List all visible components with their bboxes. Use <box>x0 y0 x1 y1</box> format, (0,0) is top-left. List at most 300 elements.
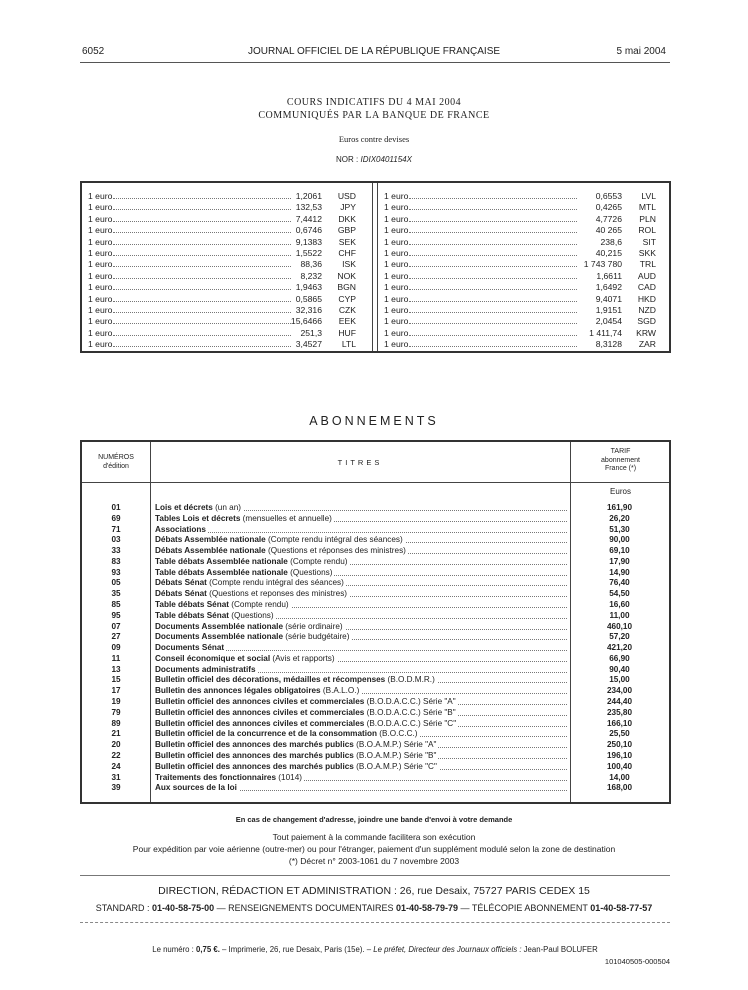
edition-number: 20 <box>111 740 121 750</box>
subscription-title <box>155 740 438 751</box>
rate-label: 1 euro <box>384 225 409 236</box>
rate-row <box>384 294 666 305</box>
rate-label: 1 euro <box>88 236 113 247</box>
rate-value: 1,9151 <box>595 304 622 315</box>
leader-dots <box>409 232 577 233</box>
rate-value: 1 743 780 <box>583 259 622 270</box>
leader-dots <box>409 221 577 222</box>
title-rest: (B.O.A.M.P.) Série "A" <box>353 740 437 750</box>
edition-number: 69 <box>111 513 121 523</box>
currency-code: SKK <box>638 247 656 258</box>
leader-dots <box>113 335 291 336</box>
rate-row <box>88 214 366 225</box>
subscription-row <box>82 535 669 546</box>
note-change-address: En cas de changement d'adresse, joindre une bande d'envoi à votre demande <box>235 815 513 824</box>
rates-subtitle: Euros contre devises <box>338 134 410 144</box>
leader-dots <box>409 278 577 279</box>
subscription-title <box>155 557 350 568</box>
subscription-price: 244,40 <box>606 697 633 707</box>
unit-label: Euros <box>610 487 631 496</box>
telecopie-number: 01-40-58-77-57 <box>590 903 653 913</box>
rate-label: 1 euro <box>88 304 113 315</box>
title-bold: Bulletin officiel des annonces civiles et commerciales <box>155 707 365 717</box>
subscription-title <box>155 514 334 525</box>
rate-value: 4,7726 <box>595 213 622 224</box>
edition-number: 05 <box>111 578 121 588</box>
title-bold: Bulletin officiel de la concurrence et de la consommation <box>155 729 378 739</box>
title-bold: Débats Sénat <box>155 578 207 588</box>
title-bold: Débats Assemblée nationale <box>155 535 266 545</box>
edition-number: 03 <box>111 535 121 545</box>
rates-title-2: COMMUNIQUÉS PAR LA BANQUE DE FRANCE <box>258 110 490 121</box>
title-bold: Bulletin officiel des annonces des marchés publics <box>155 761 354 771</box>
rate-label: 1 euro <box>88 225 113 236</box>
edition-number: 85 <box>111 600 121 610</box>
currency-code: DKK <box>338 213 356 224</box>
note-decree: (*) Décret n° 2003-1061 du 7 novembre 2003 <box>288 856 460 866</box>
subscription-title <box>155 578 346 589</box>
rate-row <box>384 305 666 316</box>
edition-number: 31 <box>111 772 121 782</box>
subscription-row <box>82 783 669 794</box>
rate-label: 1 euro <box>384 259 409 270</box>
subscription-price: 57,20 <box>609 632 630 642</box>
rate-label: 1 euro <box>384 213 409 224</box>
currency-code: SIT <box>642 236 656 247</box>
title-rest: (B.O.D.A.C.C.) Série "B" <box>364 707 456 717</box>
title-rest: (Compte rendu) <box>229 600 289 610</box>
rate-value: 251,3 <box>300 327 322 338</box>
subscription-price: 69,10 <box>609 546 630 556</box>
currency-code: ZAR <box>638 339 656 350</box>
currency-code: PLN <box>639 213 656 224</box>
subscription-price: 421,20 <box>606 643 633 653</box>
rate-row <box>384 271 666 282</box>
leader-dots <box>155 532 567 533</box>
col-edition-label: d'édition <box>103 463 129 470</box>
contact-line <box>0 903 748 913</box>
subscription-price: 17,90 <box>609 556 630 566</box>
col-numeros-label: NUMÉROS <box>98 454 134 461</box>
currency-code: HKD <box>637 293 656 304</box>
title-bold: Bulletin officiel des annonces civiles et commerciales <box>155 697 365 707</box>
leader-dots <box>113 221 291 222</box>
numero-label: Le numéro : <box>152 945 194 954</box>
rates-left-column <box>88 191 366 350</box>
standard-label: STANDARD : <box>95 903 150 913</box>
subscription-row <box>82 632 669 643</box>
subscription-row <box>82 622 669 633</box>
subscription-price: 16,60 <box>609 600 630 610</box>
leader-dots <box>113 198 291 199</box>
rate-row <box>384 214 666 225</box>
currency-code: AUD <box>637 270 656 281</box>
leader-dots <box>113 289 291 290</box>
rate-value: 1,5522 <box>295 247 322 258</box>
rate-row <box>384 225 666 236</box>
subscription-row <box>82 514 669 525</box>
rate-value: 40,215 <box>595 247 622 258</box>
leader-dots <box>113 323 291 324</box>
title-bold: Bulletin des annonces légales obligatoires <box>155 686 321 696</box>
rate-row <box>88 316 366 327</box>
rate-label: 1 euro <box>384 316 409 327</box>
subscription-title <box>155 762 439 773</box>
renseignements-number: 01-40-58-79-79 <box>395 903 459 913</box>
edition-number: 07 <box>111 621 121 631</box>
rate-row <box>88 202 366 213</box>
rate-value: 0,6553 <box>595 191 622 201</box>
col-header-tarif <box>570 448 671 474</box>
subscription-row <box>82 611 669 622</box>
notes-rule <box>80 875 670 876</box>
subscription-row <box>82 568 669 579</box>
subscription-title <box>155 611 276 622</box>
edition-number: 27 <box>111 632 121 642</box>
journal-title: JOURNAL OFFICIEL DE LA RÉPUBLIQUE FRANÇAISE <box>247 46 501 57</box>
rate-value: 0,4265 <box>595 202 622 213</box>
currency-code: JPY <box>340 202 356 213</box>
title-rest: (1014) <box>276 772 302 782</box>
title-bold: Bulletin officiel des annonces des marchés publics <box>155 750 354 760</box>
rate-row <box>88 305 366 316</box>
title-bold: Débats Sénat <box>155 589 207 599</box>
rate-row <box>88 225 366 236</box>
director-name: Jean-Paul BOLUFER <box>523 945 598 954</box>
rate-value: 8,3128 <box>595 339 622 350</box>
rate-label: 1 euro <box>88 339 113 350</box>
subscription-row <box>82 643 669 654</box>
subscription-title <box>155 729 420 740</box>
rate-row <box>88 237 366 248</box>
rate-value: 0,5865 <box>295 293 322 304</box>
subscription-title <box>155 568 334 579</box>
tarif-label-3: France (*) <box>604 465 637 472</box>
rate-label: 1 euro <box>88 202 113 213</box>
rate-label: 1 euro <box>88 259 113 270</box>
col-header-numeros <box>82 453 150 471</box>
currency-code: USD <box>337 191 356 201</box>
subscription-price: 196,10 <box>606 750 633 760</box>
note-payment: Tout paiement à la commande facilitera son exécution <box>272 832 476 842</box>
header-line <box>82 482 669 483</box>
footer-code: 101040505-000504 <box>604 957 670 966</box>
subscription-price: 168,00 <box>606 783 633 793</box>
subscription-row <box>82 773 669 784</box>
rate-row <box>384 202 666 213</box>
tarif-label-2: abonnement <box>601 456 640 464</box>
subscription-price: 25,50 <box>609 729 630 739</box>
col-header-titres: TITRES <box>337 458 383 467</box>
title-rest: (un an) <box>212 503 242 512</box>
currency-code: CZK <box>338 304 356 315</box>
subscription-row <box>82 589 669 600</box>
rate-label: 1 euro <box>384 191 409 201</box>
rate-label: 1 euro <box>384 282 409 293</box>
rate-value: 88,36 <box>300 259 322 270</box>
subscription-row <box>82 557 669 568</box>
subscription-title <box>155 665 258 676</box>
rates-right-column <box>384 191 666 350</box>
rate-value: 15,6466 <box>290 316 322 327</box>
subscription-title <box>155 675 437 686</box>
currency-code: CYP <box>338 293 356 304</box>
edition-number: 71 <box>111 524 121 534</box>
title-bold: Table débats Sénat <box>155 610 230 620</box>
leader-dots <box>113 301 291 302</box>
edition-number: 39 <box>111 783 121 793</box>
currency-code: CAD <box>637 282 656 293</box>
edition-number: 33 <box>111 546 121 556</box>
exchange-rates-table <box>80 181 671 353</box>
subscription-row <box>82 578 669 589</box>
currency-code: HUF <box>338 327 356 338</box>
rate-row <box>88 191 366 202</box>
currency-code: NOK <box>337 270 356 281</box>
rate-label: 1 euro <box>384 327 409 338</box>
leader-dots <box>113 255 291 256</box>
edition-number: 21 <box>111 729 121 739</box>
leader-dots <box>409 244 577 245</box>
leader-dots <box>409 312 577 313</box>
currency-code: SGD <box>637 316 656 327</box>
edition-number: 01 <box>111 503 121 512</box>
currency-code: LTL <box>341 339 356 350</box>
rate-value: 1,6611 <box>596 270 622 281</box>
subscription-price: 250,10 <box>606 740 633 750</box>
edition-number: 11 <box>111 653 121 663</box>
subscription-price: 234,00 <box>606 686 633 696</box>
title-bold: Aux sources de la loi <box>155 783 237 793</box>
title-rest: (Questions et reponses des ministres) <box>206 589 348 599</box>
subscription-price: 66,90 <box>609 653 630 663</box>
rate-row <box>384 339 666 350</box>
rate-value: 9,1383 <box>295 236 322 247</box>
subscription-row <box>82 654 669 665</box>
leader-dots <box>409 323 577 324</box>
title-bold: Table débats Assemblée nationale <box>155 556 288 566</box>
title-rest: (série ordinaire) <box>283 621 343 631</box>
title-bold: Bulletin officiel des décorations, médailles et récompenses <box>155 675 386 685</box>
currency-code: KRW <box>636 327 656 338</box>
rate-label: 1 euro <box>88 327 113 338</box>
subscription-row <box>82 719 669 730</box>
leader-dots <box>409 301 577 302</box>
title-rest: (Questions) <box>229 610 274 620</box>
title-rest: (mensuelles et annuelle) <box>240 513 332 523</box>
title-rest: (B.A.L.O.) <box>320 686 360 696</box>
leader-dots <box>409 198 577 199</box>
title-rest: (Questions) <box>287 567 333 577</box>
direction-rule <box>80 922 670 923</box>
subscription-price: 26,20 <box>609 513 630 523</box>
renseignements-label: — RENSEIGNEMENTS DOCUMENTAIRES <box>216 903 394 913</box>
title-rest: (Compte rendu intégral des séances) <box>206 578 344 588</box>
currency-code: LVL <box>641 191 656 201</box>
title-rest: (B.O.D.M.R.) <box>385 675 435 685</box>
subscription-price: 54,50 <box>609 589 630 599</box>
leader-dots <box>409 255 577 256</box>
subscription-title <box>155 708 458 719</box>
title-bold: Documents Assemblée nationale <box>155 632 284 642</box>
rate-row <box>384 259 666 270</box>
subscription-title <box>155 600 291 611</box>
subscription-title <box>155 643 226 654</box>
tarif-label-1: TARIF <box>610 448 631 455</box>
subscription-title <box>155 589 349 600</box>
imprimerie-text: – Imprimerie, 26, rue Desaix, Paris (15e). – <box>222 945 372 954</box>
rate-row <box>384 237 666 248</box>
subscription-title <box>155 654 337 665</box>
subscription-row <box>82 762 669 773</box>
rate-row <box>384 282 666 293</box>
title-bold: Lois et décrets <box>155 503 213 512</box>
subscription-price: 90,40 <box>609 664 630 674</box>
rate-label: 1 euro <box>384 236 409 247</box>
rate-row <box>384 248 666 259</box>
subscription-price: 161,90 <box>606 503 633 512</box>
rate-value: 1,9463 <box>295 282 322 293</box>
standard-number: 01-40-58-75-00 <box>152 903 215 913</box>
rate-value: 40 265 <box>595 225 622 236</box>
rate-row <box>88 294 366 305</box>
title-rest: (B.O.D.A.C.C.) Série "C" <box>364 718 457 728</box>
rate-value: 9,4071 <box>595 293 622 304</box>
title-rest: (série budgétaire) <box>283 632 350 642</box>
leader-dots <box>409 289 577 290</box>
edition-number: 09 <box>111 643 121 653</box>
leader-dots <box>113 312 291 313</box>
subscription-row <box>82 708 669 719</box>
rate-value: 0,6746 <box>295 225 322 236</box>
currency-code: TRL <box>639 259 656 270</box>
subscription-row <box>82 686 669 697</box>
subscription-price: 90,00 <box>609 535 630 545</box>
rate-label: 1 euro <box>88 191 113 201</box>
nor-label: NOR : <box>336 155 359 164</box>
subscription-price: 100,40 <box>606 761 633 771</box>
rate-label: 1 euro <box>88 213 113 224</box>
leader-dots <box>113 209 291 210</box>
subscription-price: 51,30 <box>609 524 630 534</box>
leader-dots <box>409 266 577 267</box>
subscription-price: 15,00 <box>609 675 630 685</box>
note-shipping: Pour expédition par voie aérienne (outre-mer) ou pour l'étranger, paiement d'un supplément modulé selon la zone de destination <box>132 844 616 854</box>
subscription-title <box>155 751 438 762</box>
rate-label: 1 euro <box>88 293 113 304</box>
edition-number: 24 <box>111 761 121 771</box>
rate-label: 1 euro <box>88 270 113 281</box>
subscription-row <box>82 697 669 708</box>
rate-value: 7,4412 <box>295 213 322 224</box>
rate-row <box>88 248 366 259</box>
leader-dots <box>409 335 577 336</box>
rate-value: 32,316 <box>295 304 322 315</box>
subscription-title <box>155 697 458 708</box>
leader-dots <box>113 232 291 233</box>
subscription-row <box>82 525 669 536</box>
edition-number: 83 <box>111 556 121 566</box>
subscription-title <box>155 719 458 730</box>
header-rule <box>80 62 670 63</box>
subscriptions-heading: ABONNEMENTS <box>309 414 439 428</box>
subscription-title <box>155 686 361 697</box>
rate-label: 1 euro <box>88 247 113 258</box>
title-bold: Table débats Sénat <box>155 600 230 610</box>
subscription-row <box>82 751 669 762</box>
subscription-title <box>155 773 304 784</box>
subscription-price: 11,00 <box>609 610 630 620</box>
edition-number: 35 <box>111 589 121 599</box>
rate-label: 1 euro <box>88 282 113 293</box>
rate-value: 3,4527 <box>295 339 322 350</box>
subscription-title <box>155 632 351 643</box>
title-bold: Débats Assemblée nationale <box>155 546 266 556</box>
subscription-row <box>82 503 669 514</box>
title-rest: (Compte rendu) <box>287 556 348 566</box>
nor-line <box>0 155 748 164</box>
edition-number: 19 <box>111 697 121 707</box>
title-rest: (B.O.C.C.) <box>377 729 418 739</box>
title-bold: Table débats Assemblée nationale <box>155 567 288 577</box>
subscription-title <box>155 525 208 536</box>
subscription-title <box>155 783 239 794</box>
column-divider <box>372 183 378 351</box>
rate-row <box>384 328 666 339</box>
rate-label: 1 euro <box>384 202 409 213</box>
rate-value: 132,53 <box>295 202 322 213</box>
subscription-title <box>155 622 345 633</box>
edition-number: 15 <box>111 675 121 685</box>
title-rest: (Compte rendu intégral des séances) <box>265 535 403 545</box>
rate-value: 238,6 <box>600 236 622 247</box>
title-bold: Tables Lois et décrets <box>155 513 241 523</box>
rate-label: 1 euro <box>384 247 409 258</box>
title-rest: (B.O.A.M.P.) Série "C" <box>353 761 437 771</box>
subscriptions-table <box>80 440 671 804</box>
nor-value: IDIX0401154X <box>360 155 412 164</box>
edition-number: 93 <box>111 567 121 577</box>
title-rest: (Avis et rapports) <box>270 653 335 663</box>
currency-code: NZD <box>638 304 656 315</box>
subscription-price: 460,10 <box>606 621 633 631</box>
subscription-price: 14,90 <box>609 567 630 577</box>
rate-label: 1 euro <box>384 304 409 315</box>
rate-label: 1 euro <box>384 293 409 304</box>
rate-row <box>88 282 366 293</box>
title-bold: Documents Assemblée nationale <box>155 621 284 631</box>
rate-row <box>88 339 366 350</box>
edition-number: 79 <box>111 707 121 717</box>
subscription-row <box>82 729 669 740</box>
subscription-price: 235,80 <box>606 707 633 717</box>
subscription-row <box>82 675 669 686</box>
direction-line: DIRECTION, RÉDACTION ET ADMINISTRATION : 26, rue Desaix, 75727 PARIS CEDEX 15 <box>158 885 590 897</box>
title-rest: (B.O.D.A.C.C.) Série "A" <box>364 697 456 707</box>
title-bold: Conseil économique et social <box>155 653 271 663</box>
title-bold: Documents administratifs <box>155 664 256 674</box>
prefet-text: Le préfet, Directeur des Journaux officiels : <box>373 945 522 954</box>
rate-row <box>88 328 366 339</box>
subscription-price: 166,10 <box>606 718 633 728</box>
issue-date: 5 mai 2004 <box>616 46 666 57</box>
subscription-row <box>82 665 669 676</box>
edition-number: 17 <box>111 686 121 696</box>
telecopie-label: — TÉLÉCOPIE ABONNEMENT <box>460 903 588 913</box>
rate-label: 1 euro <box>88 316 113 327</box>
leader-dots <box>409 209 577 210</box>
edition-number: 13 <box>111 664 121 674</box>
